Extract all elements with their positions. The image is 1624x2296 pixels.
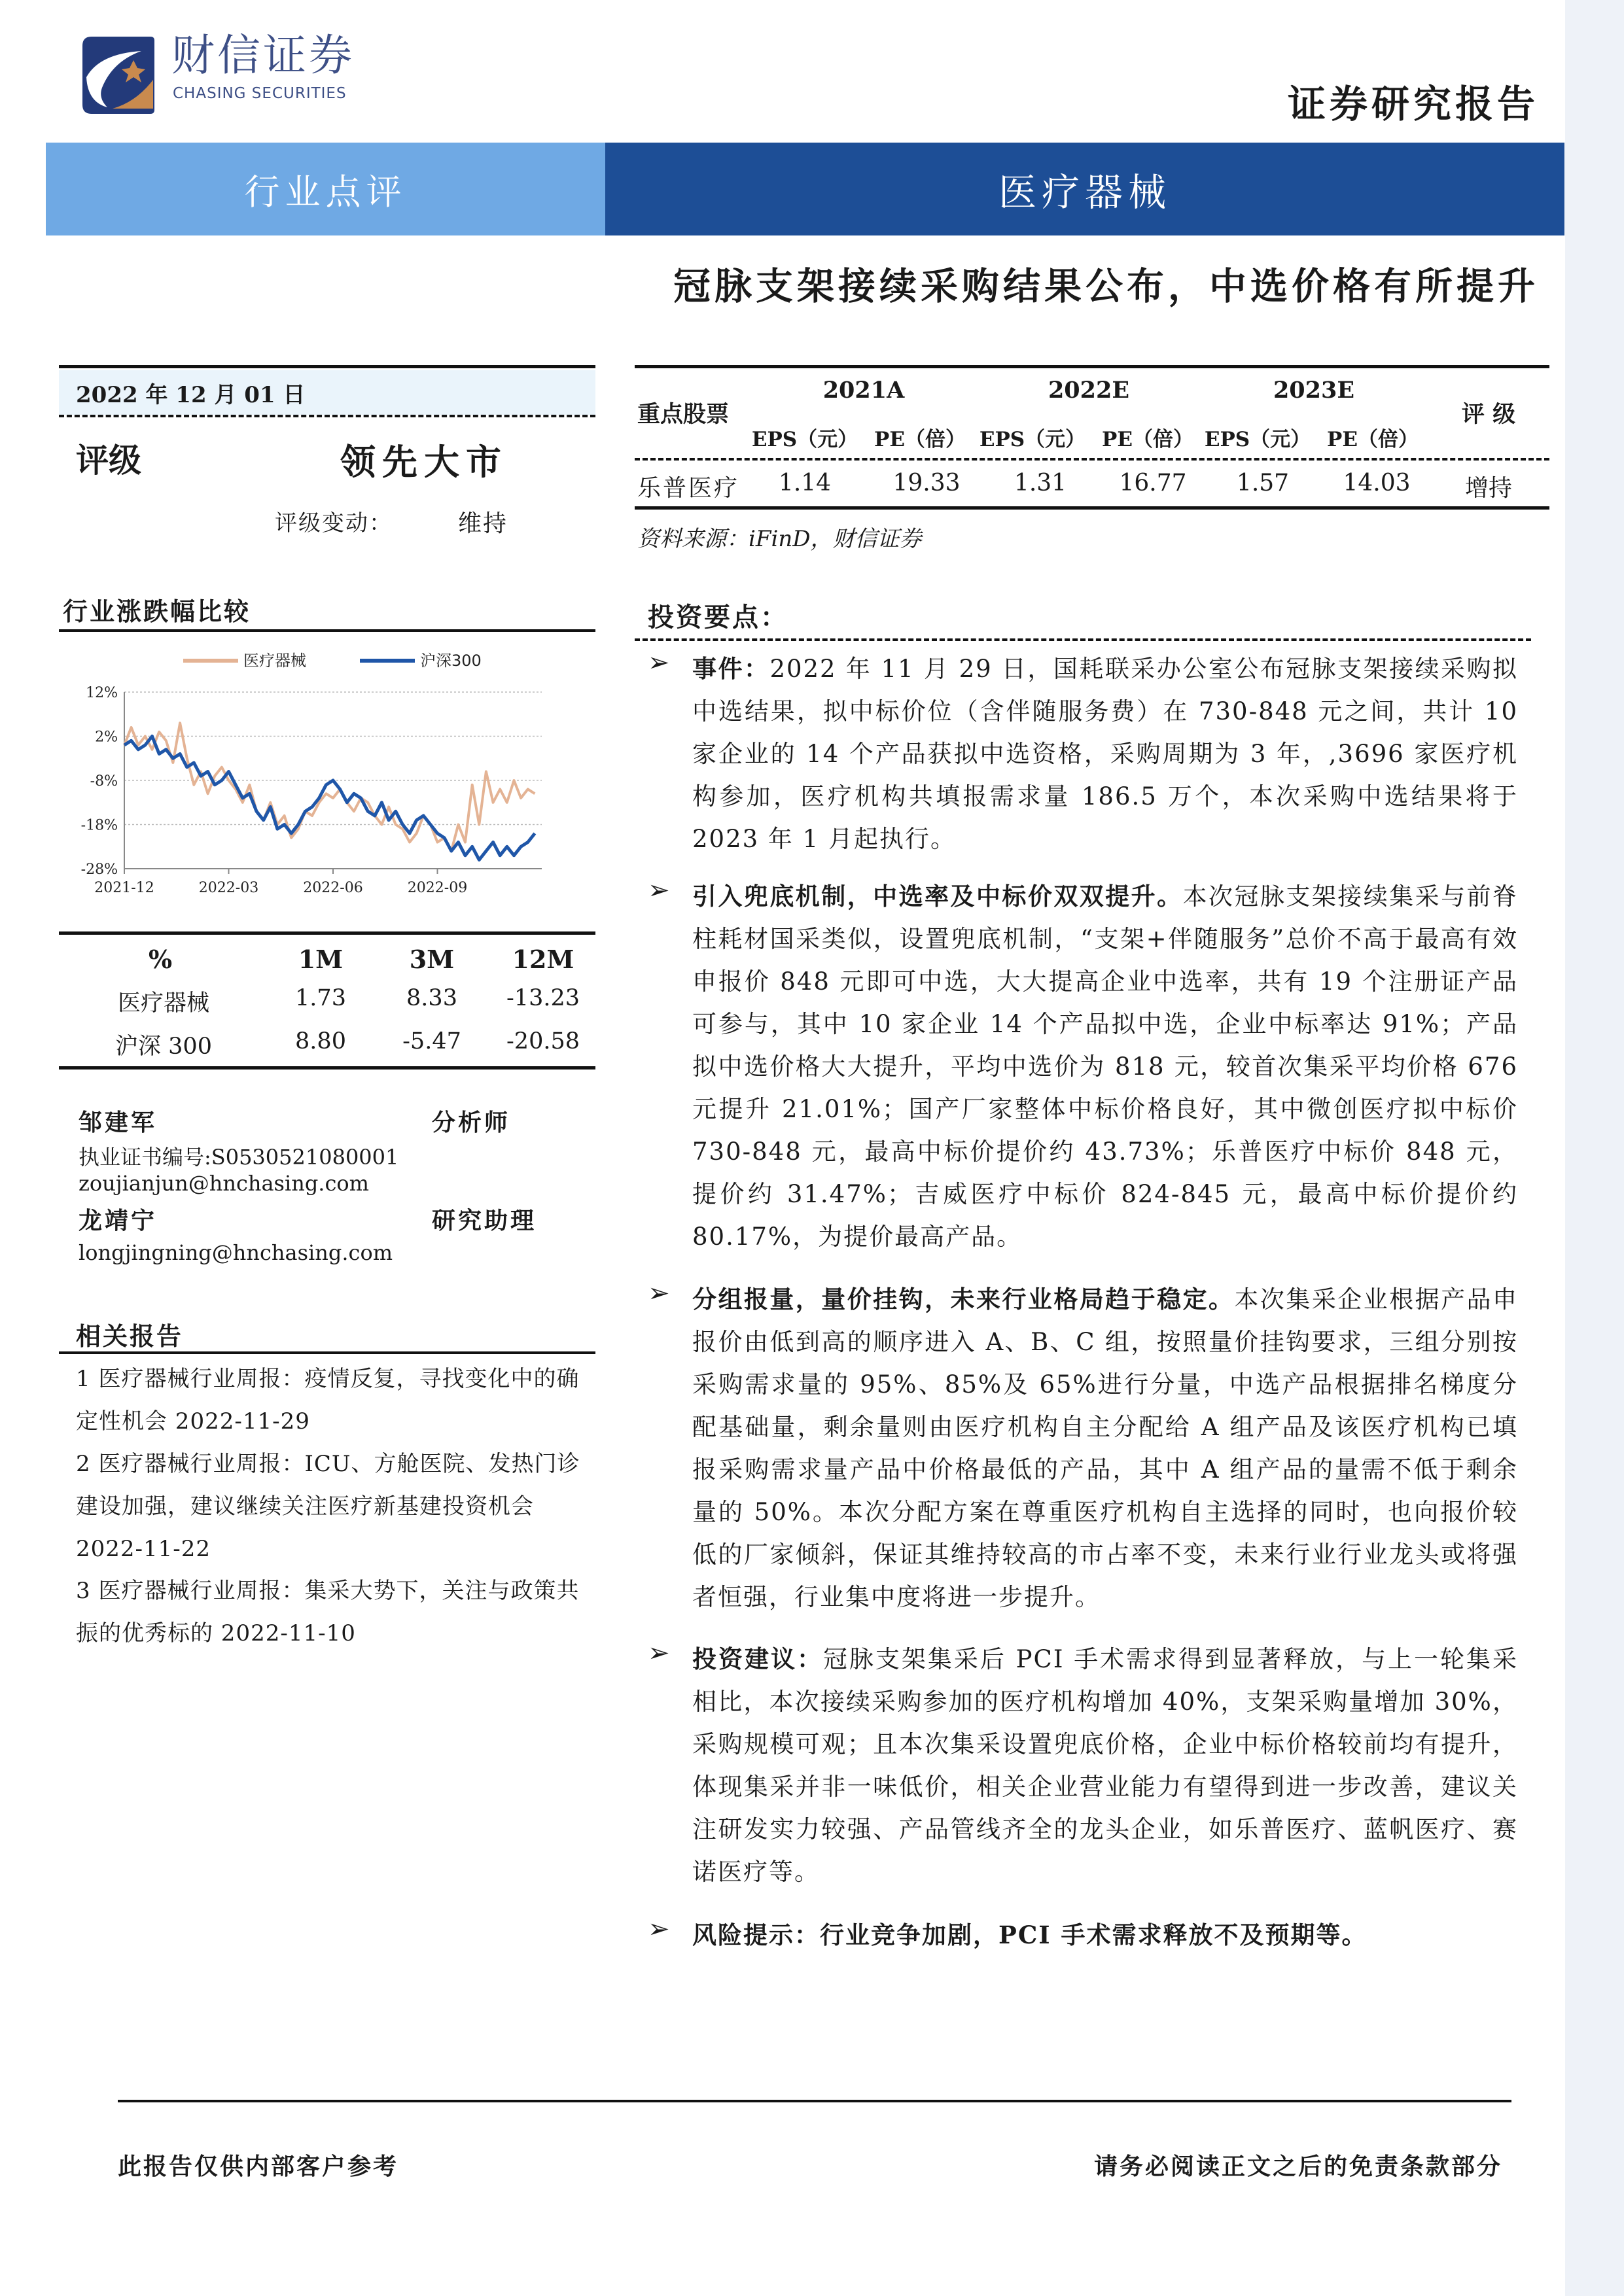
bullet-text: 本次冠脉支架接续集采与前脊柱耗材国采类似，设置兜底机制，“支架+伴随服务”总价不高于最高有效申报价 848 元即可中选，大大提高企业中选率，共有 19 个注册证产品可参与，其中 10 家企业 14 个产品拟中选，企业中标率达 91%；产品拟中选价格大大提升，平均中选价为 818 元，较首次集采平均价格 676 元提升 21.01%；国产厂家整体中标价格良好，其中微创医疗拟中标价 730-848 元，最高中标价提价约 43.73%；乐普医疗中标价 848 元，提价约 31.47%；吉威医疗中标价 824-845 元，最高中标价提价约 80.17%，为提价最高产品。 [692,882,1519,1251]
y-tick-label: 12% [86,685,118,701]
footer-right: 请务必阅读正文之后的免责条款部分 [1093,2153,1502,2180]
industry-banner: 医疗器械 [605,143,1564,235]
divider [59,365,595,368]
perf-cell: -13.23 [506,985,580,1011]
investment-title: 投资要点： [648,602,788,633]
perf-header-3m: 3M [409,945,455,974]
legend-label: 沪深300 [420,652,482,670]
arrow-bullet-icon: ➢ [648,1278,670,1308]
rating-change-label: 评级变动： [275,510,393,536]
headline: 冠脉支架接续采购结果公布，中选价格有所提升 [673,264,1539,308]
perf-header-12m: 12M [512,945,574,974]
report-type: 证券研究报告 [1287,82,1539,126]
stock-rating-header: 评 级 [1461,401,1516,428]
stock-cell: 1.57 [1236,470,1290,496]
assistant-name: 龙靖宁 [79,1207,158,1234]
related-title: 相关报告 [76,1321,184,1351]
y-tick-label: -18% [80,817,118,834]
bullet-text: 2022 年 11 月 29 日，国耗联采办公室公布冠脉支架接续采购拟中选结果，拟中标价位（含伴随服务费）在 730-848 元之间，共计 10 家企业的 14 个产品获拟中选资格，采购周期为 3 年，,3696 家医疗机构参加，医疗机构共填报需求量 186.5 万个，本次采购中选结果将于 2023 年 1 月起执行。 [692,655,1518,853]
swoosh-logo-icon [73,31,160,118]
right-edge-strip [1565,0,1624,2296]
x-tick-label: 2021-12 [94,880,154,896]
footer-left: 此报告仅供内部客户参考 [118,2153,399,2180]
perf-cell: 8.80 [295,1028,346,1054]
metric-header: EPS（元） [979,428,1086,451]
bullet-grouping [648,1278,1518,1618]
year-header: 2022E [1048,377,1130,404]
metric-header: EPS（元） [751,428,858,451]
rating-change-value: 维持 [458,510,508,537]
arrow-bullet-icon: ➢ [648,1638,670,1668]
perf-row-name: 医疗器械 [117,990,209,1017]
divider [59,931,595,935]
stock-name: 乐普医疗 [637,475,740,502]
analyst-cert: 执业证书编号:S0530521080001 [79,1145,399,1170]
series-line-medical [124,723,535,851]
assistant-role: 研究助理 [432,1207,537,1234]
category-banner: 行业点评 [46,143,605,235]
related-report-item[interactable]: 2 医疗器械行业周报：ICU、方舱医院、发热门诊建设加强，建议继续关注医疗新基建投资机会 2022-11-22 [76,1451,580,1562]
divider [635,506,1549,510]
bullet-text: 冠脉支架集采后 PCI 手术需求得到显著释放，与上一轮集采相比，本次接续采购参加的医疗机构增加 40%，支架采购量增加 30%，采购规模可观；且本次集采设置兜底价格，企业中标价格较前均有提升，体现集采并非一味低价，相关企业营业能力有望得到进一步改善，建议关注研发实力较强、产品管线齐全的龙头企业，如乐普医疗、蓝帆医疗、赛诺医疗等。 [692,1645,1519,1886]
perf-cell: 1.73 [295,985,346,1011]
analyst-email[interactable]: zoujianjun@hnchasing.com [79,1171,369,1196]
perf-header-unit: % [148,945,173,974]
year-header: 2023E [1273,377,1355,404]
perf-cell: 8.33 [406,985,457,1011]
report-date: 2022 年 12 月 01 日 [76,382,306,408]
divider [59,1351,595,1354]
divider [635,638,1531,641]
divider [59,415,595,417]
metric-header: PE（倍） [1327,428,1419,451]
brand-name-en: CHASING SECURITIES [173,85,347,102]
metric-header: PE（倍） [874,428,966,451]
analyst-role: 分析师 [432,1109,511,1136]
bullet-event [648,648,1518,860]
legend-label: 医疗器械 [243,652,306,670]
perf-row-name: 沪深 300 [115,1034,212,1060]
arrow-bullet-icon: ➢ [648,875,670,905]
y-tick-label: 2% [95,729,118,746]
metric-header: PE（倍） [1102,428,1193,451]
stock-cell: 16.77 [1119,470,1187,496]
bullet-advice [648,1638,1518,1893]
bullet-lead: 投资建议： [692,1644,823,1673]
assistant-email[interactable]: longjingning@hnchasing.com [79,1240,393,1265]
rating-value: 领先大市 [340,441,508,483]
footer-divider [118,2100,1511,2102]
stock-cell: 19.33 [892,470,961,496]
bullet-lead: 风险提示：行业竞争加剧，PCI 手术需求释放不及预期等。 [692,1921,1368,1949]
arrow-bullet-icon: ➢ [648,1914,670,1944]
x-tick-label: 2022-09 [407,880,468,896]
analyst-name: 邹建军 [79,1109,158,1136]
y-tick-label: -8% [90,773,118,790]
chart-section-title: 行业涨跌幅比较 [63,597,251,626]
x-tick-label: 2022-06 [303,880,363,896]
bullet-lead: 分组报量，量价挂钩，未来行业格局趋于稳定。 [692,1285,1235,1313]
divider [635,365,1549,368]
metric-header: EPS（元） [1204,428,1311,451]
stock-cell: 1.31 [1014,470,1067,496]
rating-label: 评级 [76,441,141,479]
stock-cell: 14.03 [1343,470,1411,496]
bullet-text: 本次集采企业根据产品申报价由低到高的顺序进入 A、B、C 组，按照量价挂钩要求，三组分别按采购需求量的 95%、85%及 65%进行分量，中选产品根据排名梯度分配基础量，剩余量则由医疗机构自主分配给 A 组产品及该医疗机构已填报采购需求量产品中价格最低的产品，其中 A 组产品的量需不低于剩余量的 50%。本次分配方案在尊重医疗机构自主选择的同时，也向报价较低的厂家倾斜，保证其维持较高的市占率不变，未来行业行业龙头或将强者恒强，行业集中度将进一步提升。 [692,1285,1519,1611]
arrow-bullet-icon: ➢ [648,648,670,678]
stock-rating: 增持 [1464,475,1512,502]
stock-cell: 1.14 [778,470,832,496]
perf-cell: -20.58 [506,1028,580,1054]
perf-header-1m: 1M [298,945,344,974]
bullet-mechanism [648,875,1518,1258]
y-tick-label: -28% [80,861,118,878]
related-report-item[interactable]: 1 医疗器械行业周报：疫情反复，寻找变化中的确定性机会 2022-11-29 [76,1366,580,1435]
divider [635,458,1549,461]
divider [59,629,595,632]
related-report-item[interactable]: 3 医疗器械行业周报：集采大势下，关注与政策共振的优秀标的 2022-11-10 [76,1578,580,1646]
bullet-lead: 事件： [692,654,770,683]
performance-line-chart [59,645,595,907]
brand-name-cn: 财信证券 [171,30,355,80]
divider [59,1066,595,1070]
stock-header-label: 重点股票 [637,401,730,428]
bullet-lead: 引入兜底机制，中选率及中标价双双提升。 [692,882,1183,911]
bullet-risk [648,1914,1518,1957]
table-source: 资料来源：iFinD，财信证券 [637,526,922,552]
x-tick-label: 2022-03 [198,880,259,896]
perf-cell: -5.47 [402,1028,461,1054]
year-header: 2021A [822,377,905,404]
